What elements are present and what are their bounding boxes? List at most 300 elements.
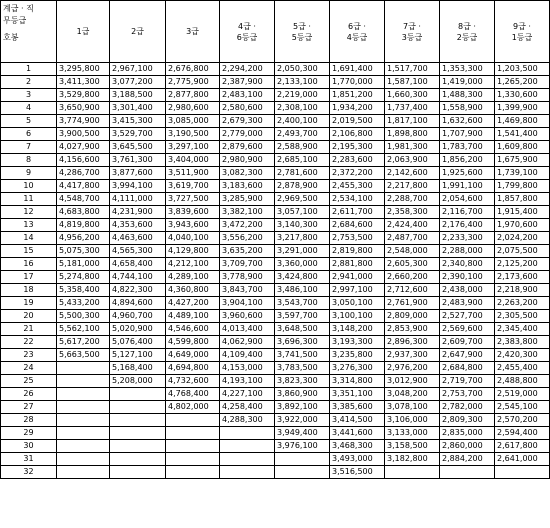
salary-cell (166, 453, 220, 466)
salary-cell: 2,545,100 (495, 401, 550, 414)
salary-cell (110, 401, 166, 414)
step-cell: 2 (1, 76, 57, 89)
salary-cell: 2,779,000 (220, 128, 275, 141)
table-row (1, 206, 550, 219)
salary-cell: 4,822,300 (110, 284, 166, 297)
salary-cell (220, 466, 275, 479)
salary-cell: 2,937,300 (385, 349, 440, 362)
corner-label: 호봉 (3, 33, 19, 42)
salary-cell: 3,778,900 (220, 271, 275, 284)
salary-cell: 2,050,300 (275, 63, 330, 76)
table-row (1, 388, 550, 401)
step-cell: 13 (1, 219, 57, 232)
salary-cell: 3,285,900 (220, 193, 275, 206)
step-cell: 8 (1, 154, 57, 167)
salary-cell: 2,493,700 (275, 128, 330, 141)
salary-cell: 2,400,100 (275, 115, 330, 128)
salary-cell: 1,488,300 (440, 89, 495, 102)
salary-cell: 3,404,000 (166, 154, 220, 167)
header-row (1, 1, 550, 63)
salary-cell: 2,881,800 (330, 258, 385, 271)
salary-cell: 2,969,500 (275, 193, 330, 206)
salary-cell: 3,468,300 (330, 440, 385, 453)
salary-cell: 2,455,300 (330, 180, 385, 193)
salary-cell: 3,635,200 (220, 245, 275, 258)
salary-cell: 1,970,600 (495, 219, 550, 232)
salary-cell (166, 440, 220, 453)
salary-cell: 3,645,500 (110, 141, 166, 154)
salary-cell: 4,956,200 (57, 232, 110, 245)
salary-cell: 2,997,100 (330, 284, 385, 297)
salary-cell: 2,569,600 (440, 323, 495, 336)
salary-cell: 2,879,600 (220, 141, 275, 154)
table-row (1, 128, 550, 141)
salary-cell: 2,455,400 (495, 362, 550, 375)
salary-cell: 3,529,700 (110, 128, 166, 141)
salary-cell: 2,176,400 (440, 219, 495, 232)
salary-cell: 4,548,700 (57, 193, 110, 206)
salary-cell: 1,587,100 (385, 76, 440, 89)
salary-cell: 2,980,600 (166, 102, 220, 115)
salary-cell: 1,737,400 (385, 102, 440, 115)
salary-cell: 5,127,100 (110, 349, 166, 362)
grade-header (385, 1, 440, 63)
step-cell: 27 (1, 401, 57, 414)
salary-cell: 2,024,200 (495, 232, 550, 245)
salary-cell: 1,915,400 (495, 206, 550, 219)
table-row (1, 193, 550, 206)
salary-cell (440, 466, 495, 479)
salary-cell (57, 414, 110, 427)
salary-cell: 4,153,000 (220, 362, 275, 375)
table-row (1, 375, 550, 388)
salary-cell: 2,217,800 (385, 180, 440, 193)
step-cell: 5 (1, 115, 57, 128)
salary-cell: 3,994,100 (110, 180, 166, 193)
salary-cell: 1,517,700 (385, 63, 440, 76)
salary-cell: 4,960,700 (110, 310, 166, 323)
salary-cell: 1,925,600 (440, 167, 495, 180)
salary-cell: 2,218,900 (495, 284, 550, 297)
salary-cell: 2,753,700 (440, 388, 495, 401)
salary-cell: 3,078,100 (385, 401, 440, 414)
salary-cell: 3,050,100 (330, 297, 385, 310)
salary-cell: 3,511,900 (166, 167, 220, 180)
grade-label: 1등급 (511, 32, 533, 42)
salary-cell: 2,611,700 (330, 206, 385, 219)
salary-cell: 4,546,600 (166, 323, 220, 336)
salary-cell: 3,741,500 (275, 349, 330, 362)
salary-cell: 4,599,800 (166, 336, 220, 349)
salary-cell (220, 427, 275, 440)
step-cell: 22 (1, 336, 57, 349)
step-cell: 7 (1, 141, 57, 154)
salary-cell: 4,732,600 (166, 375, 220, 388)
salary-cell: 2,195,300 (330, 141, 385, 154)
salary-cell: 3,619,700 (166, 180, 220, 193)
salary-cell: 4,463,600 (110, 232, 166, 245)
salary-cell: 3,217,800 (275, 232, 330, 245)
grade-header (57, 1, 110, 63)
salary-cell: 3,414,500 (330, 414, 385, 427)
salary-cell: 5,076,400 (110, 336, 166, 349)
salary-cell: 5,208,000 (110, 375, 166, 388)
salary-cell: 1,857,800 (495, 193, 550, 206)
salary-cell: 4,649,000 (166, 349, 220, 362)
salary-cell: 4,658,400 (110, 258, 166, 271)
salary-cell: 2,980,900 (220, 154, 275, 167)
salary-cell: 2,106,800 (330, 128, 385, 141)
salary-cell: 5,617,200 (57, 336, 110, 349)
step-cell: 4 (1, 102, 57, 115)
salary-cell: 1,203,500 (495, 63, 550, 76)
salary-cell: 2,019,500 (330, 115, 385, 128)
salary-cell (110, 388, 166, 401)
salary-cell: 5,663,500 (57, 349, 110, 362)
salary-cell: 3,314,800 (330, 375, 385, 388)
salary-cell: 1,817,100 (385, 115, 440, 128)
salary-cell: 3,839,600 (166, 206, 220, 219)
salary-cell: 2,588,900 (275, 141, 330, 154)
salary-cell: 3,648,500 (275, 323, 330, 336)
salary-cell: 2,424,400 (385, 219, 440, 232)
salary-cell: 1,898,800 (385, 128, 440, 141)
salary-cell: 2,288,700 (385, 193, 440, 206)
salary-cell (57, 427, 110, 440)
salary-cell: 3,085,000 (166, 115, 220, 128)
salary-cell: 2,684,800 (440, 362, 495, 375)
table-row (1, 271, 550, 284)
salary-cell: 3,727,500 (166, 193, 220, 206)
salary-cell: 2,679,300 (220, 115, 275, 128)
salary-cell: 3,976,100 (275, 440, 330, 453)
salary-cell (220, 440, 275, 453)
salary-cell: 4,212,100 (166, 258, 220, 271)
salary-cell: 4,417,800 (57, 180, 110, 193)
salary-cell: 1,419,000 (440, 76, 495, 89)
salary-cell: 2,753,500 (330, 232, 385, 245)
salary-cell: 2,548,000 (385, 245, 440, 258)
salary-cell: 3,351,100 (330, 388, 385, 401)
step-cell: 6 (1, 128, 57, 141)
salary-cell: 3,182,800 (385, 453, 440, 466)
salary-cell: 2,534,100 (330, 193, 385, 206)
table-row (1, 167, 550, 180)
salary-cell: 2,684,600 (330, 219, 385, 232)
table-row (1, 154, 550, 167)
table-row (1, 440, 550, 453)
salary-cell: 4,894,600 (110, 297, 166, 310)
salary-cell: 4,286,700 (57, 167, 110, 180)
salary-cell: 1,609,800 (495, 141, 550, 154)
grade-label: 4급 · (238, 21, 256, 31)
salary-cell (495, 466, 550, 479)
step-cell: 31 (1, 453, 57, 466)
step-cell: 32 (1, 466, 57, 479)
salary-cell: 4,129,800 (166, 245, 220, 258)
salary-cell: 1,851,200 (330, 89, 385, 102)
table-row (1, 219, 550, 232)
salary-cell: 2,488,800 (495, 375, 550, 388)
salary-cell (57, 440, 110, 453)
salary-cell: 2,263,200 (495, 297, 550, 310)
salary-cell: 1,330,600 (495, 89, 550, 102)
salary-cell: 2,660,200 (385, 271, 440, 284)
table-row (1, 336, 550, 349)
salary-cell: 2,819,800 (330, 245, 385, 258)
salary-cell: 2,519,000 (495, 388, 550, 401)
salary-cell: 2,173,600 (495, 271, 550, 284)
salary-cell: 1,265,200 (495, 76, 550, 89)
salary-cell: 4,819,800 (57, 219, 110, 232)
grade-label: 3등급 (401, 32, 423, 42)
table-row (1, 453, 550, 466)
salary-cell: 1,799,800 (495, 180, 550, 193)
salary-cell: 2,219,000 (275, 89, 330, 102)
grade-label: 1급 (76, 27, 90, 36)
salary-cell: 2,294,200 (220, 63, 275, 76)
step-cell: 18 (1, 284, 57, 297)
salary-cell: 2,142,600 (385, 167, 440, 180)
table-row (1, 245, 550, 258)
salary-cell: 2,641,000 (495, 453, 550, 466)
step-cell: 11 (1, 193, 57, 206)
salary-cell: 3,382,100 (220, 206, 275, 219)
salary-cell: 4,694,800 (166, 362, 220, 375)
salary-cell: 4,683,800 (57, 206, 110, 219)
salary-cell: 3,761,300 (110, 154, 166, 167)
table-row (1, 63, 550, 76)
salary-cell: 2,853,900 (385, 323, 440, 336)
table-row (1, 427, 550, 440)
table-row (1, 141, 550, 154)
salary-cell (57, 375, 110, 388)
salary-cell: 2,782,000 (440, 401, 495, 414)
salary-cell: 3,158,500 (385, 440, 440, 453)
salary-cell: 2,835,000 (440, 427, 495, 440)
salary-cell: 2,054,600 (440, 193, 495, 206)
grade-label: 4등급 (346, 32, 368, 42)
salary-cell: 2,233,300 (440, 232, 495, 245)
salary-cell: 2,647,900 (440, 349, 495, 362)
salary-cell: 1,783,700 (440, 141, 495, 154)
salary-cell: 3,183,600 (220, 180, 275, 193)
salary-cell: 2,809,300 (440, 414, 495, 427)
salary-cell: 1,675,900 (495, 154, 550, 167)
salary-cell (57, 388, 110, 401)
salary-cell (385, 466, 440, 479)
salary-cell: 3,077,200 (110, 76, 166, 89)
step-cell: 16 (1, 258, 57, 271)
salary-cell: 3,297,100 (166, 141, 220, 154)
step-cell: 19 (1, 297, 57, 310)
salary-cell: 1,991,100 (440, 180, 495, 193)
salary-cell: 3,943,600 (166, 219, 220, 232)
salary-cell: 2,308,100 (275, 102, 330, 115)
salary-cell (57, 401, 110, 414)
salary-cell: 3,082,300 (220, 167, 275, 180)
salary-cell: 4,288,300 (220, 414, 275, 427)
corner-label: 계급 · 직 (3, 4, 34, 13)
salary-cell (57, 466, 110, 479)
salary-cell: 4,111,000 (110, 193, 166, 206)
grade-header (275, 1, 330, 63)
salary-cell: 3,493,000 (330, 453, 385, 466)
salary-cell: 2,063,900 (385, 154, 440, 167)
salary-cell: 2,685,100 (275, 154, 330, 167)
table-row (1, 284, 550, 297)
step-cell: 28 (1, 414, 57, 427)
salary-cell: 2,761,900 (385, 297, 440, 310)
table-row (1, 180, 550, 193)
salary-cell: 2,719,700 (440, 375, 495, 388)
grade-label: 5급 · (293, 21, 311, 31)
salary-cell: 2,283,600 (330, 154, 385, 167)
salary-cell: 3,295,800 (57, 63, 110, 76)
salary-cell: 2,487,700 (385, 232, 440, 245)
salary-cell: 3,148,200 (330, 323, 385, 336)
salary-cell: 2,809,000 (385, 310, 440, 323)
salary-cell: 1,934,200 (330, 102, 385, 115)
salary-cell: 4,013,400 (220, 323, 275, 336)
table-row (1, 297, 550, 310)
step-cell: 26 (1, 388, 57, 401)
salary-cell: 4,768,400 (166, 388, 220, 401)
salary-cell: 1,770,000 (330, 76, 385, 89)
grade-label: 2등급 (456, 32, 478, 42)
salary-cell (166, 414, 220, 427)
salary-cell: 3,415,300 (110, 115, 166, 128)
salary-cell: 3,556,200 (220, 232, 275, 245)
step-cell: 23 (1, 349, 57, 362)
salary-cell: 3,650,900 (57, 102, 110, 115)
salary-cell: 2,676,800 (166, 63, 220, 76)
step-cell: 10 (1, 180, 57, 193)
salary-cell: 3,133,000 (385, 427, 440, 440)
salary-cell: 2,580,600 (220, 102, 275, 115)
step-cell: 1 (1, 63, 57, 76)
salary-cell: 2,358,300 (385, 206, 440, 219)
salary-cell: 4,427,200 (166, 297, 220, 310)
salary-cell: 1,541,400 (495, 128, 550, 141)
salary-cell (110, 427, 166, 440)
salary-cell: 2,125,200 (495, 258, 550, 271)
salary-cell: 4,353,600 (110, 219, 166, 232)
grade-header (110, 1, 166, 63)
step-cell: 17 (1, 271, 57, 284)
table-row (1, 232, 550, 245)
salary-cell: 2,712,600 (385, 284, 440, 297)
salary-cell: 5,168,400 (110, 362, 166, 375)
salary-cell: 1,353,300 (440, 63, 495, 76)
table-row (1, 89, 550, 102)
salary-cell: 1,739,100 (495, 167, 550, 180)
salary-cell: 3,529,800 (57, 89, 110, 102)
salary-cell: 2,617,800 (495, 440, 550, 453)
salary-cell: 1,660,300 (385, 89, 440, 102)
salary-cell: 2,609,700 (440, 336, 495, 349)
salary-cell: 4,258,400 (220, 401, 275, 414)
salary-cell: 3,486,100 (275, 284, 330, 297)
salary-cell: 3,424,800 (275, 271, 330, 284)
salary-cell: 3,190,500 (166, 128, 220, 141)
salary-cell: 5,562,100 (57, 323, 110, 336)
salary-cell: 4,156,600 (57, 154, 110, 167)
table-body (1, 63, 550, 479)
salary-cell: 2,305,500 (495, 310, 550, 323)
salary-cell: 2,941,000 (330, 271, 385, 284)
salary-cell: 3,188,500 (110, 89, 166, 102)
table-row (1, 323, 550, 336)
salary-cell: 3,106,000 (385, 414, 440, 427)
salary-cell: 5,500,300 (57, 310, 110, 323)
grade-header (330, 1, 385, 63)
salary-cell: 3,860,900 (275, 388, 330, 401)
salary-cell: 4,062,900 (220, 336, 275, 349)
salary-cell: 1,691,400 (330, 63, 385, 76)
grade-label: 6급 · (348, 21, 366, 31)
table-row (1, 115, 550, 128)
grade-label: 2급 (131, 27, 144, 36)
grade-label: 8급 · (458, 21, 476, 31)
salary-cell: 3,960,600 (220, 310, 275, 323)
salary-cell: 3,048,200 (385, 388, 440, 401)
step-cell: 21 (1, 323, 57, 336)
salary-cell (166, 427, 220, 440)
salary-cell: 2,896,300 (385, 336, 440, 349)
salary-cell: 2,860,000 (440, 440, 495, 453)
salary-cell: 2,877,800 (166, 89, 220, 102)
grade-label: 3급 (186, 27, 199, 36)
table-row (1, 401, 550, 414)
salary-cell: 2,372,200 (330, 167, 385, 180)
step-cell: 15 (1, 245, 57, 258)
salary-cell: 2,605,300 (385, 258, 440, 271)
salary-cell: 3,235,800 (330, 349, 385, 362)
salary-cell: 2,878,900 (275, 180, 330, 193)
salary-cell: 2,781,600 (275, 167, 330, 180)
salary-cell: 4,109,400 (220, 349, 275, 362)
salary-cell: 1,856,200 (440, 154, 495, 167)
salary-cell: 4,744,100 (110, 271, 166, 284)
grade-header (166, 1, 220, 63)
salary-cell: 4,040,100 (166, 232, 220, 245)
salary-cell: 3,276,300 (330, 362, 385, 375)
salary-cell: 2,383,800 (495, 336, 550, 349)
salary-cell: 2,976,200 (385, 362, 440, 375)
table-row (1, 258, 550, 271)
salary-cell: 5,433,200 (57, 297, 110, 310)
salary-cell: 4,360,800 (166, 284, 220, 297)
salary-cell: 1,707,900 (440, 128, 495, 141)
salary-cell: 4,227,100 (220, 388, 275, 401)
salary-cell: 1,469,800 (495, 115, 550, 128)
table-header (1, 1, 550, 63)
salary-cell: 3,696,300 (275, 336, 330, 349)
step-cell: 29 (1, 427, 57, 440)
salary-cell (57, 453, 110, 466)
step-cell: 20 (1, 310, 57, 323)
salary-cell: 2,775,900 (166, 76, 220, 89)
salary-cell (110, 440, 166, 453)
salary-cell: 2,594,400 (495, 427, 550, 440)
salary-cell: 3,516,500 (330, 466, 385, 479)
table-row (1, 349, 550, 362)
salary-cell: 3,949,400 (275, 427, 330, 440)
salary-cell: 3,472,200 (220, 219, 275, 232)
salary-cell: 1,399,900 (495, 102, 550, 115)
salary-cell: 3,100,100 (330, 310, 385, 323)
